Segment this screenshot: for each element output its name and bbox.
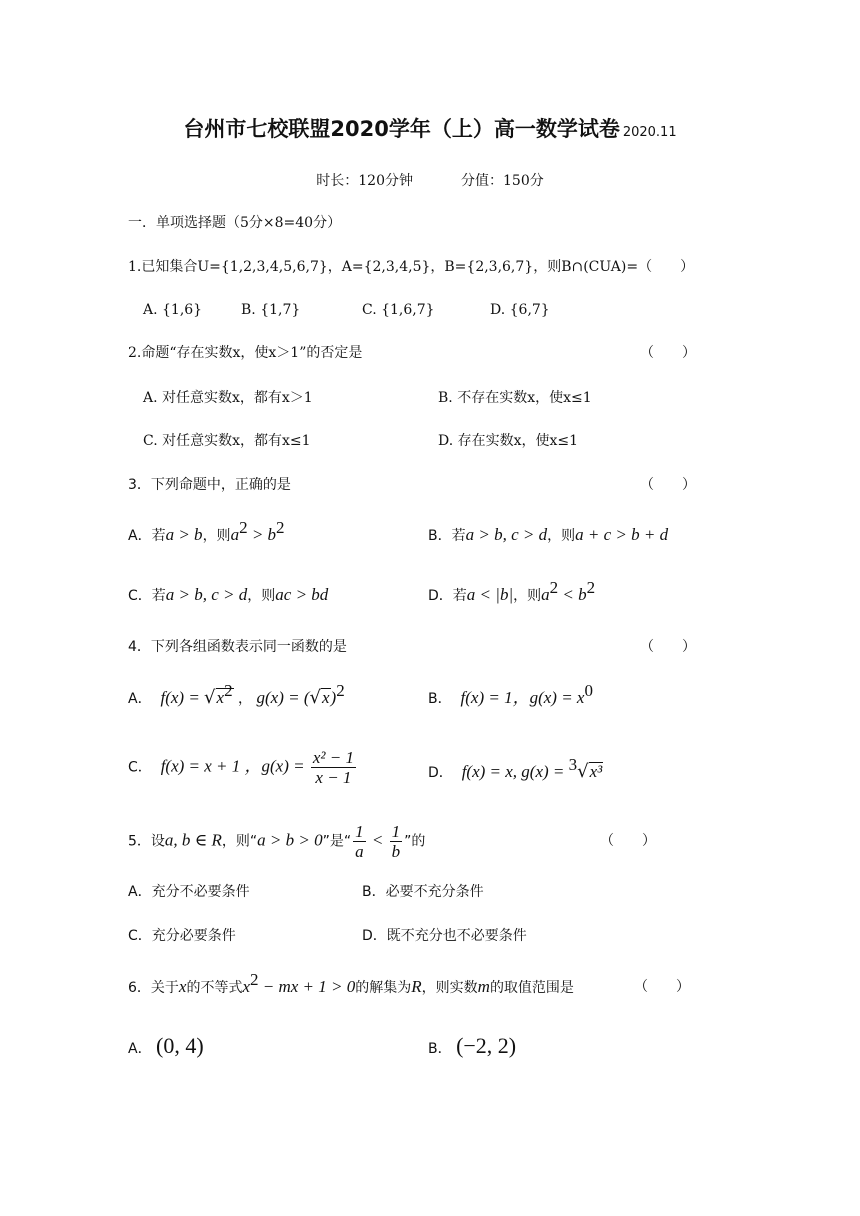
q1-option-a: A. {1,6} (143, 302, 203, 318)
q5-option-d: D．既不充分也不必要条件 (362, 928, 527, 944)
q4-option-a: A． $f(x) = √x^2$ ， $g(x) = (√x)^2$ (128, 681, 345, 708)
exam-duration: 时长：120分钟 (316, 173, 413, 189)
sqrt-x-squared: $x^2$ (216, 681, 233, 707)
q6-option-b: B． (−2, 2) (428, 1033, 517, 1058)
section-heading: 一．单项选择题（5分×8=40分） (128, 215, 342, 231)
q1-option-d: D. {6,7} (490, 302, 550, 318)
q1-option-c: C. {1,6,7} (362, 302, 435, 318)
q6-blank: （ ） (634, 979, 690, 995)
q2-blank: （ ） (640, 345, 696, 361)
exam-date: 2020.11 (622, 125, 677, 140)
q6-option-a: A． (0, 4) (128, 1033, 204, 1058)
q3-option-b: B．若a > b, c > d，则a + c > b + d (428, 525, 669, 544)
q5-option-a: A．充分不必要条件 (128, 884, 250, 900)
exam-title: 台州市七校联盟2020学年（上）高一数学试卷 (183, 117, 620, 141)
q3-blank: （ ） (640, 477, 696, 493)
sqrt-x: x (321, 688, 330, 707)
exam-score: 分值：150分 (461, 173, 544, 189)
fraction-1-over-b: $\frac{1}{b}$ (391, 822, 401, 861)
q4-option-b: B． f(x) = 1，$g(x) = x^0$ (428, 681, 593, 707)
q5-blank: （ ） (600, 833, 656, 849)
q1-option-b: B. {1,7} (241, 302, 301, 318)
q5-option-c: C．充分必要条件 (128, 928, 236, 944)
exam-meta (0, 170, 860, 190)
q2-option-d: D. 存在实数x，使x≤1 (438, 433, 579, 449)
q2-stem: 2.命题“存在实数x，使x＞1”的否定是 (128, 345, 363, 361)
q6-stem: 6．关于x的不等式$x^2$ − mx + 1 > 0的解集为R，则实数m的取值范围是 (128, 970, 574, 996)
fraction-1-over-a: $\frac{1}{a}$ (355, 822, 364, 861)
q3-option-d: D．若a < |b|，则$a^2 < b^2$ (428, 578, 596, 604)
fraction: $\frac{\text{x² − 1}}{x - 1}$ (312, 748, 354, 787)
q3-option-c: C．若a > b, c > d，则ac > bd (128, 585, 329, 604)
q3-stem: 3．下列命题中，正确的是 (128, 477, 291, 493)
q4-stem: 4．下列各组函数表示同一函数的是 (128, 639, 347, 655)
q5-stem: 5．设a, b ∈ R，则“a > b > 0”是“ $\frac{1}{a}$ < $\frac{1}{b}$ ”的 (128, 822, 426, 861)
q2-option-b: B. 不存在实数x，使x≤1 (438, 390, 592, 406)
q4-option-d: D． f(x) = x, g(x) = $^3$√x³ (428, 755, 603, 782)
q2-option-c: C. 对任意实数x，都有x≤1 (143, 433, 311, 449)
q4-blank: （ ） (640, 639, 696, 655)
cube-root: x³ (589, 762, 603, 781)
q3-option-a: A．若a > b，则$a^2 > b^2$ (128, 518, 285, 544)
q2-option-a: A. 对任意实数x，都有x＞1 (143, 390, 313, 406)
q1-stem: 1.已知集合U={1,2,3,4,5,6,7}，A={2,3,4,5}，B={2,3,6,7}，则B∩(CUA)=（ ） (128, 259, 695, 275)
exam-title-row (0, 113, 860, 143)
q4-option-c: C． f(x) = x + 1 ，g(x) = $\frac{\text{x² − 1}}{x - 1}$ (128, 748, 354, 787)
q5-option-b: B．必要不充分条件 (362, 884, 484, 900)
